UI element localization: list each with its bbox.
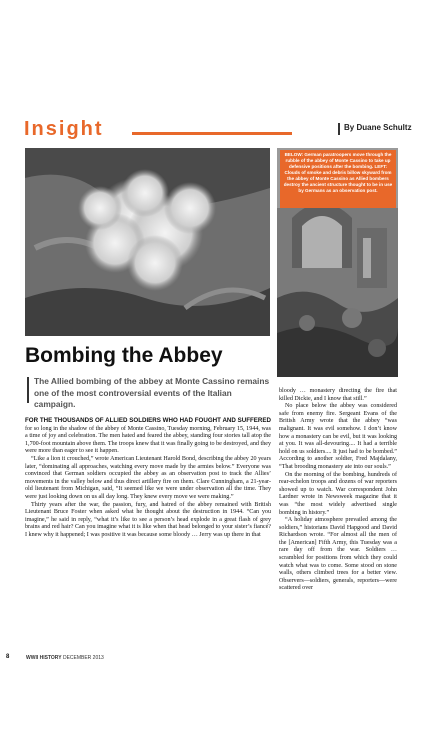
issue-date: DECEMBER 2013 (62, 655, 104, 661)
deck-rule (27, 377, 29, 403)
section-title: Insight (24, 118, 104, 140)
article-column-2 (279, 388, 397, 593)
byline: By Duane Schultz (344, 123, 412, 132)
magazine-name: WWII HISTORY (26, 655, 62, 661)
bombing-photo (25, 148, 270, 336)
header-rule (132, 132, 292, 135)
photo-caption-box (280, 150, 396, 208)
paragraph: No place below the abbey was considered safe from enemy fire. Sergeant Evans of the British Army wrote that the abbey “was malignant. It was evil somehow. I don’t know how a monastery can be evil, but it was looking at you. It was all-devouring.... It had a terrible hold on us soldiers.... It just had to be bombed.” According to another soldier, Fred Majdalany, “That brooding monastery ate into our souls.” (279, 403, 397, 470)
paragraph: bloody … monastery directing the fire that killed Dickie, and I know that still.” (279, 388, 397, 402)
paragraph: “A holiday atmosphere prevailed among the soldiers,” historians David Hapgood and David Richardson wrote. “For almost all the men of the [American] Fifth Army, this Tuesday was a rare day off from the war. Soldiers … scrambled for positions from which they could watch what was to come. Some stood on stone walls, others climbed trees for a better view. Observers—soldiers, generals, reporters—were scattered over (279, 517, 397, 592)
section-header (24, 118, 396, 142)
paragraph: Thirty years after the war, the passion, fury, and hatred of the abbey remained with British Lieutenant Bruce Foster when asked what he thought about the destruction in 1944. “Can you imagine,” he said in reply, “what it’s like to see a person’s head explode in a great flash of grey brains and red hair? Can you imagine what it is like when that head belonged to your sister’s fiancé? I knew why it happened; I was positive it was because some bloody … Jerry was up there in that (25, 501, 271, 538)
paragraph: On the morning of the bombing, hundreds of rear-echelon troops and dozens of war reporters showed up to watch. War correspondent John Lardner wrote in Newsweek magazine that it was “the most widely advertised single bombing in history.” (279, 471, 397, 516)
article-title: Bombing the Abbey (25, 344, 223, 367)
byline-divider (338, 123, 340, 135)
bombing-photo-image (25, 148, 270, 336)
photo-caption: BELOW: German paratroopers move through the rubble of the abbey of Monte Cassino to take up defensive positions after the bombing. LEFT: Clouds of smoke and debris billow skyward from the abbey of Monte Cassino as Allied bombers destroy the ancient structure thought to be in use by Germans as an observation post. (283, 152, 393, 193)
paragraph: “Like a lion it crouched,” wrote American Lieutenant Harold Bond, describing the abbey 20 years later, “dominating all approaches, watching every move made by the armies below.” Everyone was convinced that German soldiers occupied the abbey as an observation post to track the Allies’ movements in the valley below and thus direct artillery fire on them. Clare Cunningham, a 21-year-old lieutenant from Michigan, said, “It seemed like we were under observation all the time. They were just looking down on us all day long. They knew every move we were making.” (25, 455, 271, 500)
page-footer (6, 654, 406, 664)
lead-in: FOR THE THOUSANDS OF ALLIED SOLDIERS WHO HAD FOUGHT AND SUFFERED (25, 417, 271, 424)
paragraph: FOR THE THOUSANDS OF ALLIED SOLDIERS WHO HAD FOUGHT AND SUFFERED for so long in the shadow of the abbey of Monte Cassino, Tuesday morning, February 15, 1944, was a time of joy and celebration. The men hated and feared the abbey, standing four stories tall atop the 1,700-foot mountain above them. The troops knew that it was finally going to be destroyed, and they were more than eager to see it happen. (25, 417, 271, 455)
article-deck: The Allied bombing of the abbey at Monte Cassino remains one of the most controversial events of the Italian campaign. (34, 376, 270, 409)
page-number: 8 (6, 654, 10, 660)
footer-folio (26, 655, 104, 661)
article-column-1 (25, 417, 271, 540)
